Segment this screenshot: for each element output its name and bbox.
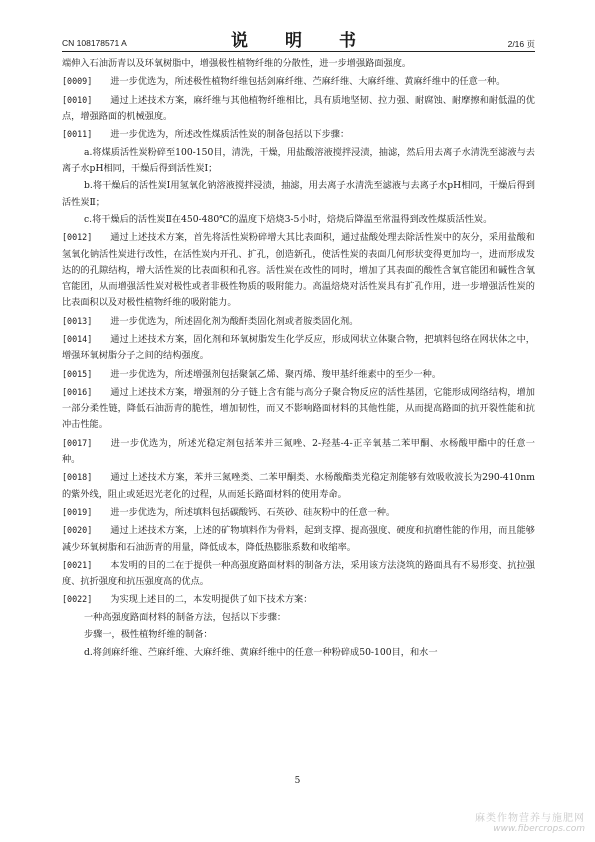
paragraph-text: 一种高强度路面材料的制备方法，包括以下步骤：	[84, 611, 287, 623]
paragraph-text: c.将干燥后的活性炭Ⅱ在450-480℃的温度下焙烧3-5小时，焙烧后降温至常温得到改性煤质活性炭。	[84, 213, 493, 225]
watermark-url: www.fibercrops.com	[493, 824, 585, 834]
paragraph	[62, 145, 535, 177]
paragraph-number: [0017]	[62, 437, 93, 448]
paragraph	[62, 229, 535, 311]
paragraph-number: [0011]	[62, 129, 93, 140]
paragraph-text: 通过上述技术方案，首先将活性炭粉碎增大其比表面积，通过盐酸处理去除活性炭中的灰分，采用盐酸和氢氧化钠活性炭进行改性，在活性炭内开孔、扩孔，创造新孔，使活性炭的表面几何形状变得更加均一，进而形成发达的的孔隙结构，增大活性炭的比表面积和孔容。活性炭在改性的同时，增加了其表面的酸性含氧官能团和碱性含氧官能团，从而增强活性炭对极性或者非极性物质的吸附能力。高温焙烧对活性炭具有扩孔作用，进一步增强活性炭的比表面积以及对极性植物纤维的吸附能力。	[62, 232, 535, 309]
page-header	[62, 26, 535, 51]
paragraph-text: 进一步优选为，所述增强剂包括聚氯乙烯、聚丙烯、羧甲基纤维素中的至少一种。	[110, 368, 442, 380]
paragraph-number: [0013]	[62, 315, 93, 326]
paragraph-number: [0020]	[62, 525, 93, 536]
paragraph	[62, 627, 535, 643]
paragraph	[62, 212, 535, 228]
page-number: 5	[294, 776, 301, 786]
paragraph	[62, 56, 535, 72]
paragraph-text: 进一步优选为，所述固化剂为酸酐类固化剂或者胺类固化剂。	[110, 315, 359, 327]
paragraph-text: 为实现上述目的二，本发明提供了如下技术方案：	[110, 594, 313, 606]
paragraph-text: 端伸入石油沥青以及环氧树脂中，增强极性植物纤维的分散性，进一步增强路面强度。	[62, 58, 412, 69]
paragraph	[62, 92, 535, 125]
paragraph-number: [0018]	[62, 472, 93, 483]
paragraph-number: [0012]	[62, 232, 93, 243]
paragraph-number: [0016]	[62, 386, 93, 397]
paragraph	[62, 591, 535, 608]
paragraph-number: [0019]	[62, 506, 93, 517]
paragraph	[62, 522, 535, 555]
header-rule	[62, 51, 535, 52]
paragraph-number: [0021]	[62, 559, 93, 570]
page-count: 2/16 页	[507, 39, 535, 49]
paragraph-text: 进一步优选为，所述极性植物纤维包括剑麻纤维、苎麻纤维、大麻纤维、黄麻纤维中的任意一种。	[110, 76, 506, 88]
paragraph	[62, 645, 535, 661]
paragraph-number: [0009]	[62, 76, 93, 87]
watermark-site-name: 麻类作物营养与施肥网	[475, 813, 585, 824]
paragraph	[62, 557, 535, 590]
paragraph	[62, 313, 535, 330]
paragraph-text: 进一步优选为，所述填料包括碳酸钙、石英砂、硅灰粉中的任意一种。	[110, 506, 396, 518]
document-title: 说 明 书	[231, 31, 366, 51]
paragraph-text: 通过上述技术方案，麻纤维与其他植物纤维相比，具有质地坚韧、拉力强、耐腐蚀、耐摩擦和耐低温的优点，增强路面的机械强度。	[62, 94, 535, 122]
paragraph-text: 通过上述技术方案，固化剂和环氧树脂发生化学反应，形成网状立体聚合物，把填料包络在网状体之中，增强环氧树脂分子之间的结构强度。	[62, 333, 535, 362]
paragraph-text: 通过上述技术方案，苯并三氮唑类、二苯甲酮类、水杨酸酯类光稳定剂能够有效吸收波长为290-410nm的紫外线，阻止或延迟光老化的过程，从而延长路面材料的使用寿命。	[62, 472, 535, 500]
paragraph-text: 进一步优选为，所述改性煤质活性炭的制备包括以下步骤：	[110, 129, 350, 141]
paragraph-text: 本发明的目的二在于提供一种高强度路面材料的制备方法，采用该方法浇筑的路面具有不易形变、抗拉强度、抗折强度和抗压强度高的优点。	[62, 559, 535, 588]
paragraph-text: d.将剑麻纤维、苎麻纤维、大麻纤维、黄麻纤维中的任意一种粉碎成50-100目，和水一	[84, 646, 438, 658]
paragraph-text: 步骤一，极性植物纤维的制备：	[84, 629, 213, 641]
paragraph-text: a.将煤质活性炭粉碎至100-150目，清洗，干燥，用盐酸溶液搅拌浸渍，抽滤，然后用去离子水清洗至滤液与去离子水pH相同，干燥后得到活性炭Ⅰ；	[62, 146, 535, 174]
paragraph	[62, 73, 535, 90]
paragraph	[62, 469, 535, 502]
paragraph-text: 进一步优选为，所述光稳定剂包括苯并三氮唑、2-羟基-4-正辛氧基二苯甲酮、水杨酸甲酯中的任意一种。	[62, 437, 535, 465]
paragraph	[62, 504, 535, 521]
paragraph-text: 通过上述技术方案，增强剂的分子链上含有能与高分子聚合物反应的活性基团，它能形成网络结构，增加一部分柔性链，降低石油沥青的脆性，增加韧性，而又不影响路面材料的其他性能，从而提高路面的抗开裂性能和抗冲击性能。	[62, 386, 535, 431]
paragraph	[62, 366, 535, 383]
document-body	[62, 56, 535, 662]
paragraph-text: 通过上述技术方案，上述的矿物填料作为骨料，起到支撑、提高强度、硬度和抗磨性能的作用，而且能够减少环氧树脂和石油沥青的用量，降低成本，降低热膨胀系数和收缩率。	[62, 525, 535, 553]
paragraph	[62, 384, 535, 434]
paragraph-text: b.将干燥后的活性炭Ⅰ用氢氧化钠溶液搅拌浸渍，抽滤，用去离子水清洗至滤液与去离子水pH相同，干燥后得到活性炭Ⅱ；	[62, 180, 535, 208]
paragraph-number: [0022]	[62, 594, 93, 605]
paragraph	[62, 126, 535, 143]
paragraph	[62, 178, 535, 210]
watermark	[475, 809, 585, 834]
paragraph-number: [0014]	[62, 333, 93, 344]
paragraph-number: [0010]	[62, 94, 93, 105]
patent-number: CN 108178571 A	[62, 38, 127, 48]
paragraph	[62, 610, 535, 626]
paragraph-number: [0015]	[62, 368, 93, 379]
paragraph	[62, 435, 535, 468]
paragraph	[62, 331, 535, 364]
